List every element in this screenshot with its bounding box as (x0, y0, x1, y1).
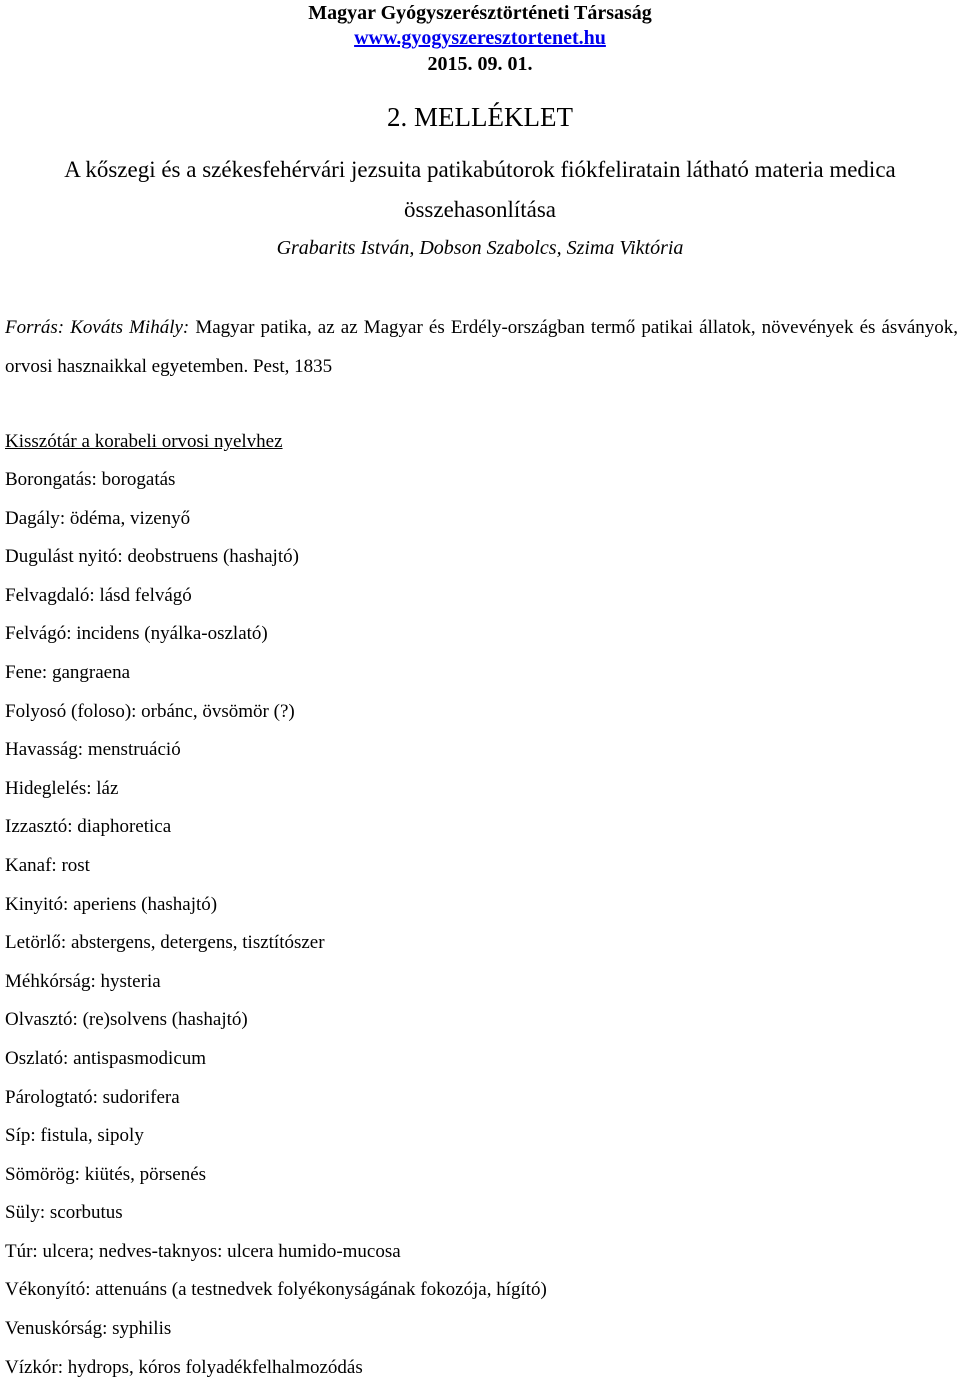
glossary-entry: Hideglelés: láz (5, 777, 119, 799)
glossary-list (5, 466, 547, 1392)
glossary-entry: Olvasztó: (re)solvens (hashajtó) (5, 1009, 248, 1031)
glossary-entry: Havasság: menstruáció (5, 739, 181, 761)
glossary-entry: Venuskórság: syphilis (5, 1318, 172, 1340)
glossary-entry: Oszlató: antispasmodicum (5, 1047, 207, 1069)
document-title: A kőszegi és a székesfehérvári jezsuita patikabútorok fiókfeliratain látható materia medica összehasonlítása (64, 157, 896, 222)
glossary-entry: Süly: scorbutus (5, 1202, 123, 1224)
glossary-heading: Kisszótár a korabeli orvosi nyelvhez (5, 431, 283, 452)
source-text: Magyar patika, az az Magyar és Erdély-országban termő patikai állatok, növevények és ásványok, orvosi hasznaikkal egyetemben. Pest, 1835 (5, 317, 959, 377)
glossary-entry: Kinyitó: aperiens (hashajtó) (5, 893, 218, 915)
glossary-entry: Síp: fistula, sipoly (5, 1125, 144, 1147)
document-date: 2015. 09. 01. (427, 53, 533, 75)
glossary-entry: Letörlő: abstergens, detergens, tisztítószer (5, 932, 325, 954)
glossary-entry: Túr: ulcera; nedves-taknyos: ulcera humido-mucosa (5, 1240, 401, 1262)
glossary-entry: Vékonyító: attenuáns (a testnedvek folyékonyságának fokozója, hígító) (5, 1279, 547, 1301)
glossary-entry: Párologtató: sudorifera (5, 1086, 180, 1108)
annex-title: 2. MELLÉKLET (387, 102, 573, 132)
source-citation (5, 309, 958, 386)
glossary-entry: Dagály: ödéma, vizenyő (5, 507, 191, 529)
glossary-entry: Sömörög: kiütés, pörsenés (5, 1163, 207, 1185)
source-label: Forrás: Kováts Mihály: (5, 317, 190, 338)
glossary-entry: Felvagdaló: lásd felvágó (5, 584, 192, 606)
society-name: Magyar Gyógyszerésztörténeti Társaság (308, 2, 652, 24)
glossary-entry: Méhkórság: hysteria (5, 970, 161, 992)
glossary-entry: Izzasztó: diaphoretica (5, 816, 172, 838)
society-website-link[interactable]: www.gyogyszeresztortenet.hu (354, 27, 606, 49)
glossary-entry: Vízkór: hydrops, kóros folyadékfelhalmozódás (5, 1356, 363, 1378)
glossary-entry: Folyosó (foloso): orbánc, övsömör (?) (5, 700, 295, 722)
glossary-entry: Dugulást nyitó: deobstruens (hashajtó) (5, 546, 299, 568)
glossary-entry: Borongatás: borogatás (5, 469, 176, 490)
authors-line: Grabarits István, Dobson Szabolcs, Szima Viktória (276, 237, 684, 259)
glossary-entry: Felvágó: incidens (nyálka-oszlató) (5, 623, 268, 645)
glossary-entry: Fene: gangraena (5, 661, 131, 683)
glossary-entry: Kanaf: rost (5, 854, 90, 876)
